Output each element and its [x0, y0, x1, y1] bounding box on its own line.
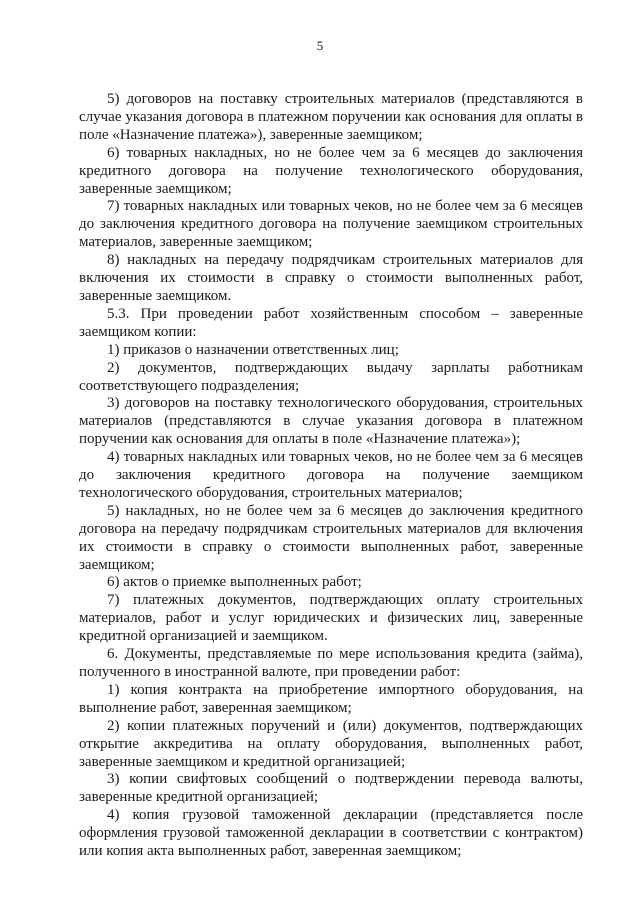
document-body — [79, 91, 583, 861]
paragraph-item-3-supply-contracts: 3) договоров на поставку технологического оборудования, строительных материалов (представляются в случае указания договора в платежном поручении как основания для оплаты в поле «Назначение платежа»); — [79, 395, 583, 448]
paragraph-item-7-payment-documents: 7) платежных документов, подтверждающих оплату строительных материалов, работ и услуг юридических и физических лиц, заверенные кредитной организацией и заемщиком. — [79, 592, 583, 645]
section-6-heading: 6. Документы, представляемые по мере использования кредита (займа), полученного в иностранной валюте, при проведении работ: — [79, 646, 583, 680]
paragraph-item-5-supply-contracts: 5) договоров на поставку строительных материалов (представляются в случае указания договора в платежном поручении как основания для оплаты в поле «Назначение платежа»), заверенные заемщиком; — [79, 91, 583, 143]
paragraph-item-1-orders: 1) приказов о назначении ответственных лиц; — [107, 341, 399, 358]
page-number: 5 — [316, 38, 324, 53]
paragraph-item-1-contract-copy: 1) копия контракта на приобретение импортного оборудования, на выполнение работ, заверенная заемщиком; — [79, 681, 583, 716]
paragraph-item-3-swift-messages: 3) копии свифтовых сообщений о подтверждении перевода валюты, заверенные кредитной организацией; — [79, 771, 583, 806]
paragraph-item-7-waybills-materials: 7) товарных накладных или товарных чеков, но не более чем за 6 месяцев до заключения кредитного договора на получение заемщиком строительных материалов, заверенные заемщиком; — [79, 198, 583, 251]
paragraph-item-2-payment-orders: 2) копии платежных поручений и (или) документов, подтверждающих открытие аккредитива на оплату оборудования, выполненных работ, заверенные заемщиком и кредитной организацией; — [79, 717, 583, 770]
paragraph-item-4-customs-declaration: 4) копия грузовой таможенной декларации (представляется после оформления грузовой таможенной декларации в соответствии с контрактом) или копия акта выполненных работ, заверенная заемщиком; — [79, 807, 583, 860]
paragraph-item-8-transfer-waybills: 8) накладных на передачу подрядчикам строительных материалов для включения их стоимости в справку о стоимости выполненных работ, заверенные заемщиком. — [79, 252, 583, 304]
paragraph-item-6-waybills-equipment: 6) товарных накладных, но не более чем за 6 месяцев до заключения кредитного договора на получение технологического оборудования, заверенные заемщиком; — [79, 144, 583, 197]
paragraph-item-4-waybills: 4) товарных накладных или товарных чеков, но не более чем за 6 месяцев до заключения кредитного договора на получение заемщиком технологического оборудования, строительных материалов; — [79, 449, 583, 501]
section-5-3-heading: 5.3. При проведении работ хозяйственным способом – заверенные заемщиком копии: — [79, 305, 583, 340]
paragraph-item-6-acceptance-acts: 6) актов о приемке выполненных работ; — [107, 574, 362, 591]
paragraph-item-2-salary-documents: 2) документов, подтверждающих выдачу зарплаты работникам соответствующего подразделения; — [79, 359, 583, 394]
paragraph-item-5-transfer-waybills: 5) накладных, но не более чем за 6 месяцев до заключения кредитного договора на передачу подрядчикам строительных материалов для включения их стоимости в справку о стоимости выполненных работ, заверенные заемщиком; — [79, 502, 583, 573]
